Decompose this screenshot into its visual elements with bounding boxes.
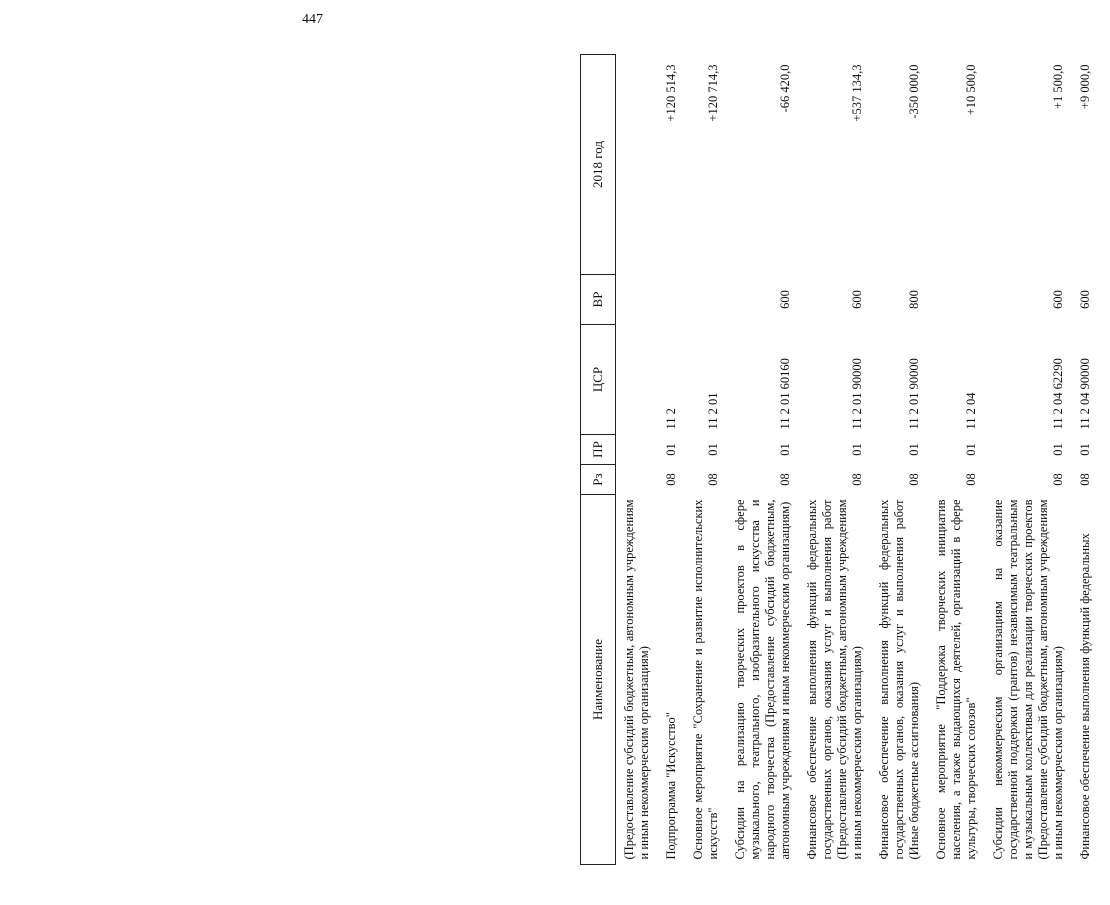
row-sum: +120 514,3 — [664, 64, 678, 122]
row-pr: 01 — [1051, 443, 1065, 456]
header-pr: ПР — [581, 435, 616, 465]
row-rz: 08 — [964, 473, 978, 486]
table-row — [799, 55, 871, 865]
row-rz — [616, 465, 659, 495]
table-row — [658, 55, 685, 865]
page-number: 447 — [302, 12, 323, 27]
row-csr: 11 2 01 90000 — [907, 358, 921, 430]
table-row — [871, 55, 928, 865]
row-vr: 600 — [1051, 290, 1065, 309]
header-name: Наименование — [581, 495, 616, 865]
row-csr: 11 2 — [664, 408, 678, 430]
budget-table — [580, 54, 1099, 865]
row-pr: 01 — [1078, 443, 1092, 456]
row-pr: 01 — [706, 443, 720, 456]
table-row — [928, 55, 985, 865]
row-csr: 11 2 04 62290 — [1051, 358, 1065, 430]
row-name: Финансовое обеспечение выполнения функций федеральных — [1078, 533, 1092, 860]
row-rz: 08 — [1078, 473, 1092, 486]
row-name: Подпрограмма "Искусство" — [664, 712, 678, 860]
row-csr: 11 2 01 90000 — [850, 358, 864, 430]
row-pr: 01 — [964, 443, 978, 456]
row-rz: 08 — [850, 473, 864, 486]
row-name: Субсидии некоммерческим организациям на оказание государственной поддержки (грантов) независимым театральным и музыкальным коллективам для реализации творческих проектов (Предоставление субсидий бюджетным, автономным учреждениям и иным некоммерческим организациям) — [991, 499, 1065, 860]
row-vr: 800 — [907, 290, 921, 309]
table-row — [1072, 55, 1099, 865]
row-sum: +537 134,3 — [850, 64, 864, 122]
row-sum: +9 000,0 — [1078, 64, 1092, 110]
row-vr: 600 — [1078, 290, 1092, 309]
header-year: 2018 год — [581, 55, 616, 275]
row-pr: 01 — [664, 443, 678, 456]
row-rz: 08 — [664, 473, 678, 486]
table-row — [985, 55, 1072, 865]
row-name: Основное мероприятие "Поддержка творческих инициатив населения, а также выдающихся деятелей, организаций в сфере культуры, творческих союзов" — [934, 499, 978, 860]
row-sum: +120 714,3 — [706, 64, 720, 122]
row-rz: 08 — [1051, 473, 1065, 486]
row-csr — [616, 325, 659, 435]
row-vr: 600 — [850, 290, 864, 309]
header-csr: ЦСР — [581, 325, 616, 435]
header-rz: Рз — [581, 465, 616, 495]
row-sum: -350 000,0 — [907, 64, 921, 119]
rotated-page — [580, 55, 1110, 865]
row-pr — [616, 435, 659, 465]
row-vr — [658, 275, 685, 325]
row-sum: -66 420,0 — [778, 64, 792, 113]
row-csr: 11 2 04 — [964, 392, 978, 430]
row-csr: 11 2 01 60160 — [778, 358, 792, 430]
row-sum — [616, 55, 659, 275]
row-name: Финансовое обеспечение выполнения функций федеральных государственных органов, оказания услуг и выполнения работ (Иные бюджетные ассигнования) — [877, 499, 921, 860]
row-vr — [616, 275, 659, 325]
row-rz: 08 — [778, 473, 792, 486]
row-rz: 08 — [907, 473, 921, 486]
row-sum: +1 500,0 — [1051, 64, 1065, 110]
table-row — [727, 55, 799, 865]
row-pr: 01 — [778, 443, 792, 456]
row-vr — [928, 275, 985, 325]
table-row — [685, 55, 727, 865]
row-name: Основное мероприятие "Сохранение и развитие исполнительских искусств" — [691, 499, 720, 860]
table-row — [616, 55, 659, 865]
row-vr — [685, 275, 727, 325]
row-name: Финансовое обеспечение выполнения функций федеральных государственных органов, оказания услуг и выполнения работ (Предоставление субсидий бюджетным, автономным учреждениям и иным некоммерческим организациям) — [805, 499, 864, 860]
row-csr: 11 2 04 90000 — [1078, 358, 1092, 430]
row-name: Субсидии на реализацию творческих проектов в сфере музыкального, театрального, изобразительного искусства и народного творчества (Предоставление субсидий бюджетным, автономным учреждениям и иным некоммерческим организациям) — [733, 499, 792, 860]
row-name: (Предоставление субсидий бюджетным, автономным учреждениям и иным некоммерческим организациям) — [622, 499, 651, 860]
row-pr: 01 — [850, 443, 864, 456]
row-csr: 11 2 01 — [706, 392, 720, 430]
row-sum: +10 500,0 — [964, 64, 978, 116]
table-header-row — [581, 55, 616, 865]
header-vr: ВР — [581, 275, 616, 325]
row-rz: 08 — [706, 473, 720, 486]
row-pr: 01 — [907, 443, 921, 456]
row-vr: 600 — [778, 290, 792, 309]
